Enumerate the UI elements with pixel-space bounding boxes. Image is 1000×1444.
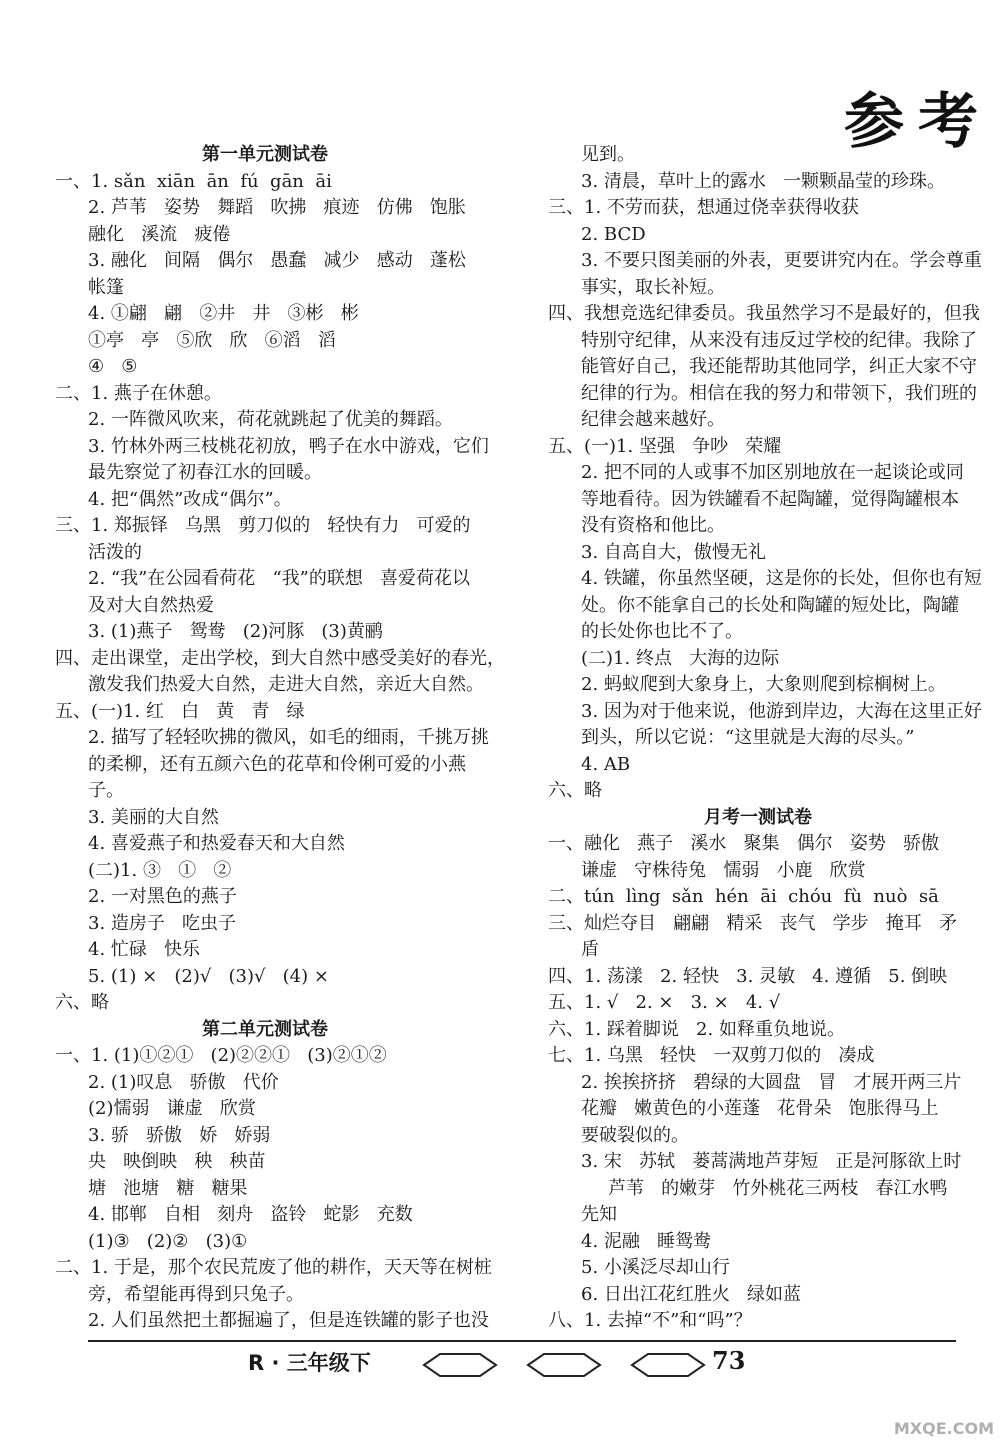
answer-line: 4. 喜爱燕子和热爱春天和大自然 [88,833,345,854]
answer-line: 能管好自己，我还能帮助其他同学，纠正大家不守 [581,356,977,377]
answer-line: 五、(一)1. 坚强 争吵 荣耀 [548,435,782,457]
answer-line: 2. 把不同的人或事不加区别地放在一起谈论或同 [581,462,964,483]
answer-line: 的柔柳，还有五颜六色的花草和伶俐可爱的小燕 [88,753,466,775]
answer-line: 2. 人们虽然把土都掘遍了，但是连铁罐的影子也没 [88,1310,489,1331]
answer-line: 三、1. 不劳而获，想通过侥幸获得收获 [548,197,859,218]
answer-line: 特别守纪律，从来没有违反过学校的纪律。我除了 [581,329,977,351]
answer-line: 一、融化 燕子 溪水 聚集 偶尔 姿势 骄傲 [548,833,939,854]
answer-line: ①亭 亭 ⑤欣 欣 ⑥滔 滔 [88,329,336,351]
answer-line: (二)1. ③ ① ② [88,859,232,881]
answer-line: 六、略 [55,992,109,1013]
answer-line: 旁，希望能再得到只兔子。 [88,1283,304,1305]
answer-line: 活泼的 [88,541,142,563]
answer-line: (二)1. 终点 大海的边际 [581,647,780,669]
answer-line: 二、1. 于是，那个农民荒废了他的耕作，天天等在树桩 [55,1257,492,1278]
diamond-ornament-icon [526,1352,602,1378]
page-number: 73 [712,1346,746,1375]
answer-line: 3. 因为对于他来说，他游到岸边，大海在这里正好 [581,700,982,722]
answer-line: 事实，取长补短。 [581,276,725,298]
answer-line: 3. 不要只图美丽的外表，更要讲究内在。学会尊重 [581,250,982,271]
answer-line: (2)懦弱 谦虚 欣赏 [88,1098,256,1119]
answer-line: 塘 池塘 糖 糖果 [88,1177,248,1199]
answer-line: 三、灿烂夺目 翩翩 精采 丧气 学步 掩耳 矛 [548,912,957,934]
answer-line: 3. 骄 骄傲 娇 娇弱 [88,1124,271,1146]
answer-line: 3. 融化 间隔 偶尔 愚蠢 减少 感动 蓬松 [88,250,466,271]
answer-line: 及对大自然热爱 [88,594,214,616]
answer-line: 一、1. sǎn xiān ān fú gān āi [55,170,332,192]
diamond-ornament-icon [422,1352,498,1378]
section-title: 月考一测试卷 [704,806,812,828]
answer-line: 6. 日出江花红胜火 绿如蓝 [581,1283,802,1305]
answer-line: 3. 竹林外两三枝桃花初放，鸭子在水中游戏，它们 [88,435,489,457]
answer-line: 八、1. 去掉“不”和“吗”？ [548,1310,752,1331]
grade-label: R · 三年级下 [248,1351,371,1375]
answer-line: 3. 造房子 吃虫子 [88,912,237,934]
answer-line: 纪律的行为。相信在我的努力和带领下，我们班的 [581,382,977,404]
answer-line: 3. 美丽的大自然 [88,806,219,828]
answer-line: 见到。 [581,144,635,165]
answer-line: 要破裂似的。 [581,1124,689,1146]
answer-line: 芦苇 的嫩芽 竹外桃花三两枝 春江水鸭 [608,1177,948,1199]
footer-divider [88,1340,956,1342]
answer-line: 2. 挨挨挤挤 碧绿的大圆盘 冒 才展开两三片 [581,1071,962,1093]
answer-line: 最先察觉了初春江水的回暖。 [88,462,322,483]
answer-line: 激发我们热爱大自然，走进大自然，亲近大自然。 [88,674,484,695]
answer-line: 四、我想竞选纪律委员。我虽然学习不是最好的，但我 [548,303,980,324]
answer-line: 的长处你也比不了。 [581,621,743,642]
answer-line: 花瓣 嫩黄色的小莲蓬 花骨朵 饱胀得马上 [581,1098,939,1119]
answer-line: (1)③ (2)② (3)① [88,1230,248,1252]
answer-line: 六、略 [548,780,602,801]
answer-column-left [55,142,505,1335]
answer-line: 2. (1)叹息 骄傲 代价 [88,1071,279,1093]
answer-line: 三、1. 郑振铎 乌黑 剪刀似的 轻快有力 可爱的 [55,515,471,536]
answer-line: 2. BCD [581,223,646,245]
answer-line: 帐篷 [88,276,124,298]
answer-line: 2. 一阵微风吹来，荷花就跳起了优美的舞蹈。 [88,409,453,430]
answer-line: 七、1. 乌黑 轻快 一双剪刀似的 凑成 [548,1045,875,1066]
answer-line: 4. 泥融 睡鸳鸯 [581,1230,712,1252]
answer-line: 二、1. 燕子在休憩。 [55,382,222,404]
answer-line: 4. 邯郸 自相 刻舟 盗铃 蛇影 充数 [88,1204,413,1225]
answer-line: 央 映倒映 秧 秧苗 [88,1151,266,1172]
answer-line: 盾 [581,939,599,960]
answer-line: 3. 宋 苏轼 蒌蒿满地芦芽短 正是河豚欲上时 [581,1151,962,1172]
answer-line: 4. 忙碌 快乐 [88,939,201,960]
section-title: 第一单元测试卷 [202,144,328,165]
answer-line: 2. “我”在公园看荷花 “我”的联想 喜爱荷花以 [88,568,471,589]
answer-line: 融化 溪流 疲倦 [88,223,231,245]
answer-line: ④ ⑤ [88,356,138,377]
answer-line: 3. 清晨，草叶上的露水 一颗颗晶莹的珍珠。 [581,170,946,192]
answer-line: 没有资格和他比。 [581,515,725,536]
section-title: 第二单元测试卷 [202,1018,328,1040]
page-title: 参考 [844,87,992,157]
answer-line: 4. 铁罐，你虽然坚硬，这是你的长处，但你也有短 [581,568,982,589]
answer-line: 3. 自高自大，傲慢无礼 [581,541,766,563]
answer-line: 2. 一对黑色的燕子 [88,886,237,907]
answer-column-right [548,142,982,1335]
answer-line: 六、1. 踩着脚说 2. 如释重负地说。 [548,1018,845,1040]
answer-line: 四、走出课堂，走出学校，到大自然中感受美好的春光， [55,647,505,669]
answer-line: 到头，所以它说：“这里就是大海的尽头。” [581,727,915,748]
answer-line: 2. 芦苇 姿势 舞蹈 吹拂 痕迹 仿佛 饱胀 [88,197,466,218]
answer-line: 谦虚 守株待兔 懦弱 小鹿 欣赏 [581,859,866,881]
answer-line: 2. 蚂蚁爬到大象身上，大象则爬到棕榈树上。 [581,674,946,695]
diamond-ornament-icon [630,1352,706,1378]
answer-line: 等地看待。因为铁罐看不起陶罐，觉得陶罐根本 [581,488,959,510]
answer-line: 5. 小溪泛尽却山行 [581,1257,730,1278]
answer-line: 四、1. 荡漾 2. 轻快 3. 灵敏 4. 遵循 5. 倒映 [548,965,948,987]
answer-line: 4. 把“偶然”改成“偶尔”。 [88,488,292,510]
answer-line: 处。你不能拿自己的长处和陶罐的短处比，陶罐 [581,594,959,616]
answer-line: 4. AB [581,753,631,775]
answer-line: 2. 描写了轻轻吹拂的微风，如毛的细雨，千挑万挑 [88,727,489,748]
answer-line: 二、tún lìng sǎn hén āi chóu fù nuò sā [548,886,939,907]
answer-line: 4. ①翩 翩 ②井 井 ③彬 彬 [88,303,359,324]
answer-line: 3. (1)燕子 鸳鸯 (2)河豚 (3)黄鹂 [88,621,383,642]
answer-line: 五、(一)1. 红 白 黄 青 绿 [55,700,305,722]
answer-line: 5. (1) × (2)√ (3)√ (4) × [88,965,329,987]
answer-line: 五、1. √ 2. × 3. × 4. √ [548,992,781,1013]
answer-line: 一、1. (1)①②① (2)②②① (3)②①② [55,1045,387,1066]
answer-line: 先知 [581,1204,617,1225]
answer-line: 子。 [88,780,124,801]
watermark-logo: MXQE.COM [893,1419,994,1438]
answer-line: 纪律会越来越好。 [581,409,725,430]
